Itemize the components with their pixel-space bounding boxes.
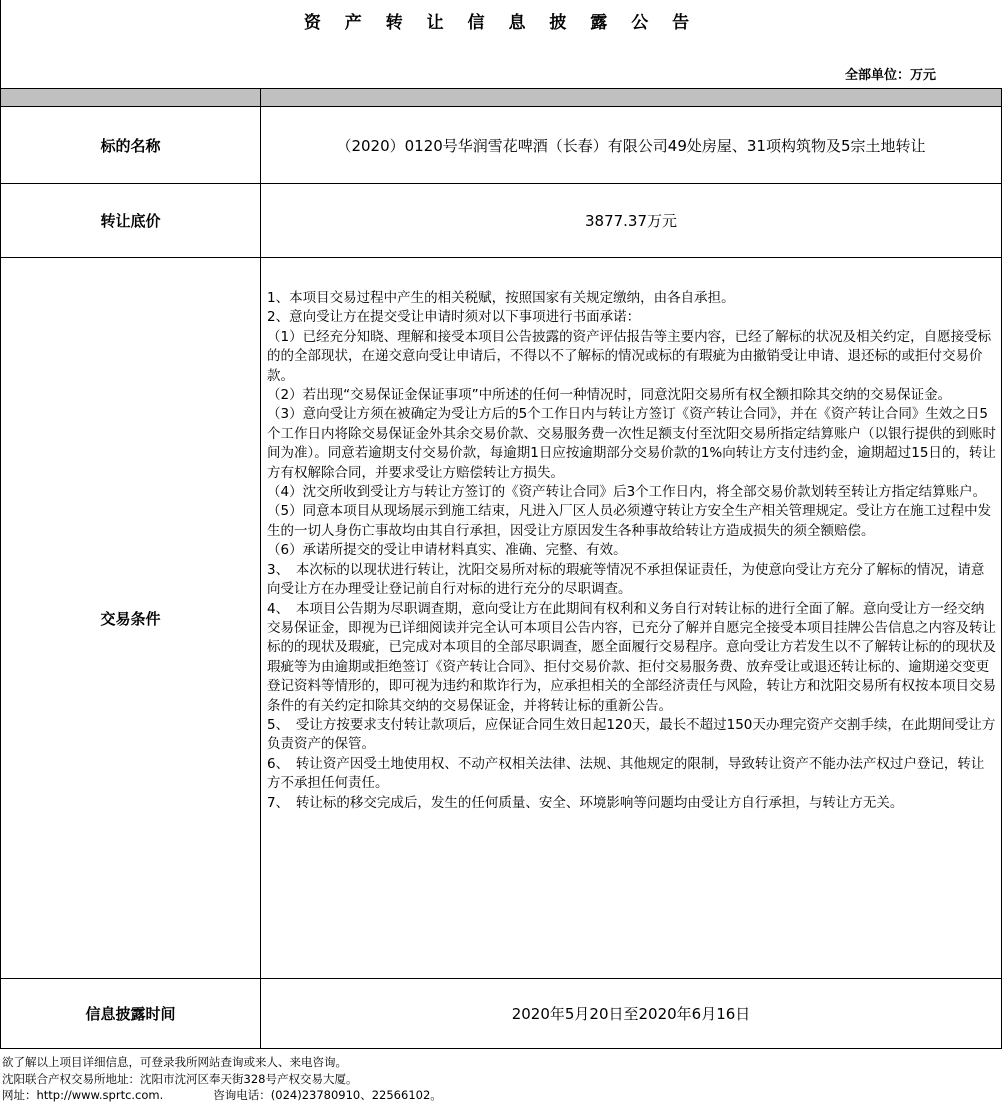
row-asset-name (1, 107, 1002, 184)
condition-paragraph: 7、 转让标的移交完成后，发生的任何质量、安全、环境影响等问题均由受让方自行承担，与转让方无关。 (267, 794, 904, 811)
row-disclosure-period (1, 979, 1002, 1049)
info-table (0, 88, 1002, 1049)
condition-paragraph: 4、 本项目公告期为尽职调查期，意向受让方在此期间有权利和义务自行对转让标的进行全面了解。意向受让方一经交纳交易保证金，即视为已详细阅读并完全认可本项目公告内容，已充分了解并自愿完全接受本项目挂牌公告信息之内容及转让标的的现状及瑕疵，已完成对本项目的全部尽职调查，愿全面履行交易程序。意向受让方若发生以不了解转让标的的现状及瑕疵等为由逾期或拒绝签订《资产转让合同》、拒付交易价款、拒付交易服务费、放弃受让或退还转让标的、逾期递交变更登记资料等情形的，即可视为违约和欺诈行为，应承担相关的全部经济责任与风险，转让方和沈阳交易所有权按本项目交易条件的有关约定扣除其交纳的交易保证金，并将转让标的重新公告。 (267, 600, 996, 714)
condition-paragraph: （4）沈交所收到受让方与转让方签订的《资产转让合同》后3个工作日内，将全部交易价款划转至转让方指定结算账户。 (267, 484, 987, 501)
condition-paragraph: （1）已经充分知晓、理解和接受本项目公告披露的资产评估报告等主要内容，已经了解标的状况及相关约定，自愿接受标的的全部现状，在递交意向受让申请后，不得以不了解标的情况或标的有瑕疵为由撤销受让申请、退还标的或拒付交易价款。 (267, 328, 992, 384)
header-bar-row (1, 89, 1002, 107)
footer-address: 沈阳联合产权交易所地址：沈阳市沈河区奉天街328号产权交易大厦。 (2, 1071, 358, 1086)
condition-paragraph: 1、本项目交易过程中产生的相关税赋，按照国家有关规定缴纳，由各自承担。 (267, 290, 735, 306)
condition-paragraph: 6、 转让资产因受土地使用权、不动产权相关法律、法规、其他规定的限制，导致转让资产不能办法产权过户登记，转让方不承担任何责任。 (267, 755, 985, 792)
condition-paragraph: 3、 本次标的以现状进行转让，沈阳交易所对标的瑕疵等情况不承担保证责任，为使意向受让方充分了解标的情况，请意向受让方在办理受让登记前自行对标的进行充分的尽职调查。 (267, 561, 985, 598)
asset-name-label: 标的名称 (1, 107, 261, 184)
condition-paragraph: （5）同意本项目从现场展示到施工结束，凡进入厂区人员必须遵守转让方安全生产相关管理规定。受让方在施工过程中发生的一切人身伤亡事故均由其自行承担，因受让方原因发生各种事故给转让方造成损失的须全额赔偿。 (267, 503, 992, 539)
page-title: 资 产 转 让 信 息 披 露 公 告 (303, 13, 699, 33)
footer-contact-line (2, 1087, 442, 1104)
header-bar-right (261, 89, 1002, 107)
condition-paragraph: （3）意向受让方须在被确定为受让方后的5个工作日内与转让方签订《资产转让合同》，并在《资产转让合同》生效之日5个工作日内将除交易保证金外其余交易价款、交易服务费一次性足额支付至沈阳交易所指定结算账户（以银行提供的到账时间为准）。同意若逾期支付交易价款，每逾期1日应按逾期部分交易价款的1%向转让方支付违约金，逾期超过15日的，转让方有权解除合同，并要求受让方赔偿转让方损失。 (267, 406, 996, 481)
trade-conditions-label: 交易条件 (1, 258, 261, 979)
header-bar-left (1, 89, 261, 107)
condition-paragraph: （2）若出现“交易保证金保证事项”中所述的任何一种情况时，同意沈阳交易所有权全额扣除其交纳的交易保证金。 (267, 387, 952, 404)
condition-paragraph: （6）承诺所提交的受让申请材料真实、准确、完整、有效。 (267, 542, 627, 559)
reserve-price-label: 转让底价 (1, 184, 261, 258)
condition-paragraph: 2、意向受让方在提交受让申请时须对以下事项进行书面承诺： (267, 309, 641, 326)
row-trade-conditions (1, 258, 1002, 979)
trade-conditions-text (261, 258, 1002, 979)
disclosure-period-value: 2020年5月20日至2020年6月16日 (261, 979, 1002, 1049)
asset-name-value: （2020）0120号华润雪花啤酒（长春）有限公司49处房屋、31项构筑物及5宗土地转让 (261, 107, 1002, 184)
footer-notes (2, 1054, 442, 1104)
footer-phone: 咨询电话：(024)23780910、22566102。 (213, 1088, 442, 1102)
footer-website: 网址：http://www.sprtc.com. (2, 1088, 164, 1102)
condition-paragraph: 5、 受让方按要求支付转让款项后，应保证合同生效日起120天，最长不超过150天办理完资产交割手续，在此期间受让方负责资产的保管。 (267, 716, 996, 753)
footer-inquiry-note: 欲了解以上项目详细信息，可登录我所网站查询或来人、来电咨询。 (2, 1055, 347, 1069)
unit-note: 全部单位：万元 (844, 68, 936, 83)
disclosure-period-label: 信息披露时间 (1, 979, 261, 1049)
reserve-price-value: 3877.37万元 (261, 184, 1002, 258)
row-reserve-price (1, 184, 1002, 258)
